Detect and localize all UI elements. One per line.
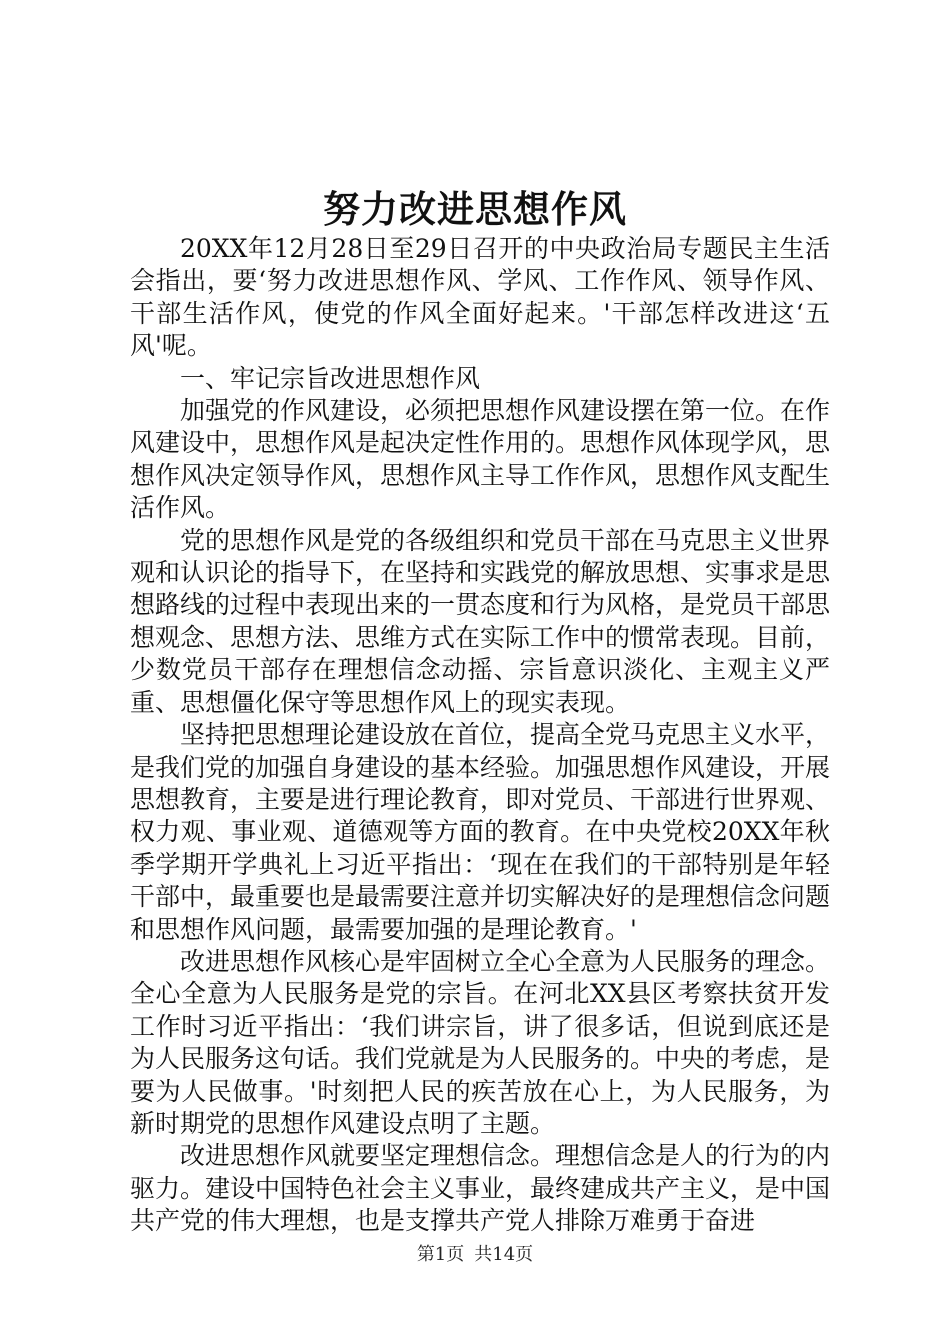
paragraph: 20XX年12月28日至29日召开的中央政治局专题民主生活会指出，要‘努力改进思想作风、学风、工作作风、领导作风、干部生活作风，使党的作风全面好起来。'干部怎样改进这‘五风'呢。 — [130, 234, 830, 361]
paragraph: 加强党的作风建设，必须把思想作风建设摆在第一位。在作风建设中，思想作风是起决定性作用的。思想作风体现学风，思想作风决定领导作风，思想作风主导工作作风，思想作风支配生活作风。 — [130, 396, 831, 523]
paragraph: 坚持把思想理论建设放在首位，提高全党马克思主义水平，是我们党的加强自身建设的基本经验。加强思想作风建设，开展思想教育，主要是进行理论教育，即对党员、干部进行世界观、权力观、事业观、道德观等方面的教育。在中央党校20XX年秋季学期开学典礼上习近平指出：‘现在在我们的干部特别是年轻干部中，最重要也是最需要注意并切实解决好的是理想信念问题和思想作风问题，最需要加强的是理论教育。' — [130, 720, 831, 944]
page-number: 第1页 — [416, 1244, 465, 1265]
paragraph: 党的思想作风是党的各级组织和党员干部在马克思主义世界观和认识论的指导下，在坚持和实践党的解放思想、实事求是思想路线的过程中表现出来的一贯态度和行为风格，是党员干部思想观念、思想方法、思维方式在实际工作中的惯常表现。目前，少数党员干部存在理想信念动摇、宗旨意识淡化、主观主义严重、思想僵化保守等思想作风上的现实表现。 — [130, 525, 831, 717]
section-heading: 一、牢记宗旨改进思想作风 — [180, 363, 481, 393]
page-footer — [0, 1240, 950, 1266]
page-total: 共14页 — [474, 1244, 534, 1265]
paragraph: 改进思想作风就要坚定理想信念。理想信念是人的行为的内驱力。建设中国特色社会主义事业，最终建成共产主义，是中国共产党的伟大理想，也是支撑共产党人排除万难勇于奋进 — [130, 1141, 831, 1236]
document-title: 努力改进思想作风 — [323, 187, 627, 231]
document-body — [130, 233, 830, 1238]
paragraph: 改进思想作风核心是牢固树立全心全意为人民服务的理念。全心全意为人民服务是党的宗旨。在河北XX县区考察扶贫开发工作时习近平指出：‘我们讲宗旨，讲了很多话，但说到底还是为人民服务这句话。我们党就是为人民服务的。中央的考虑，是要为人民做事。'时刻把人民的疾苦放在心上，为人民服务，为新时期党的思想作风建设点明了主题。 — [130, 946, 831, 1138]
